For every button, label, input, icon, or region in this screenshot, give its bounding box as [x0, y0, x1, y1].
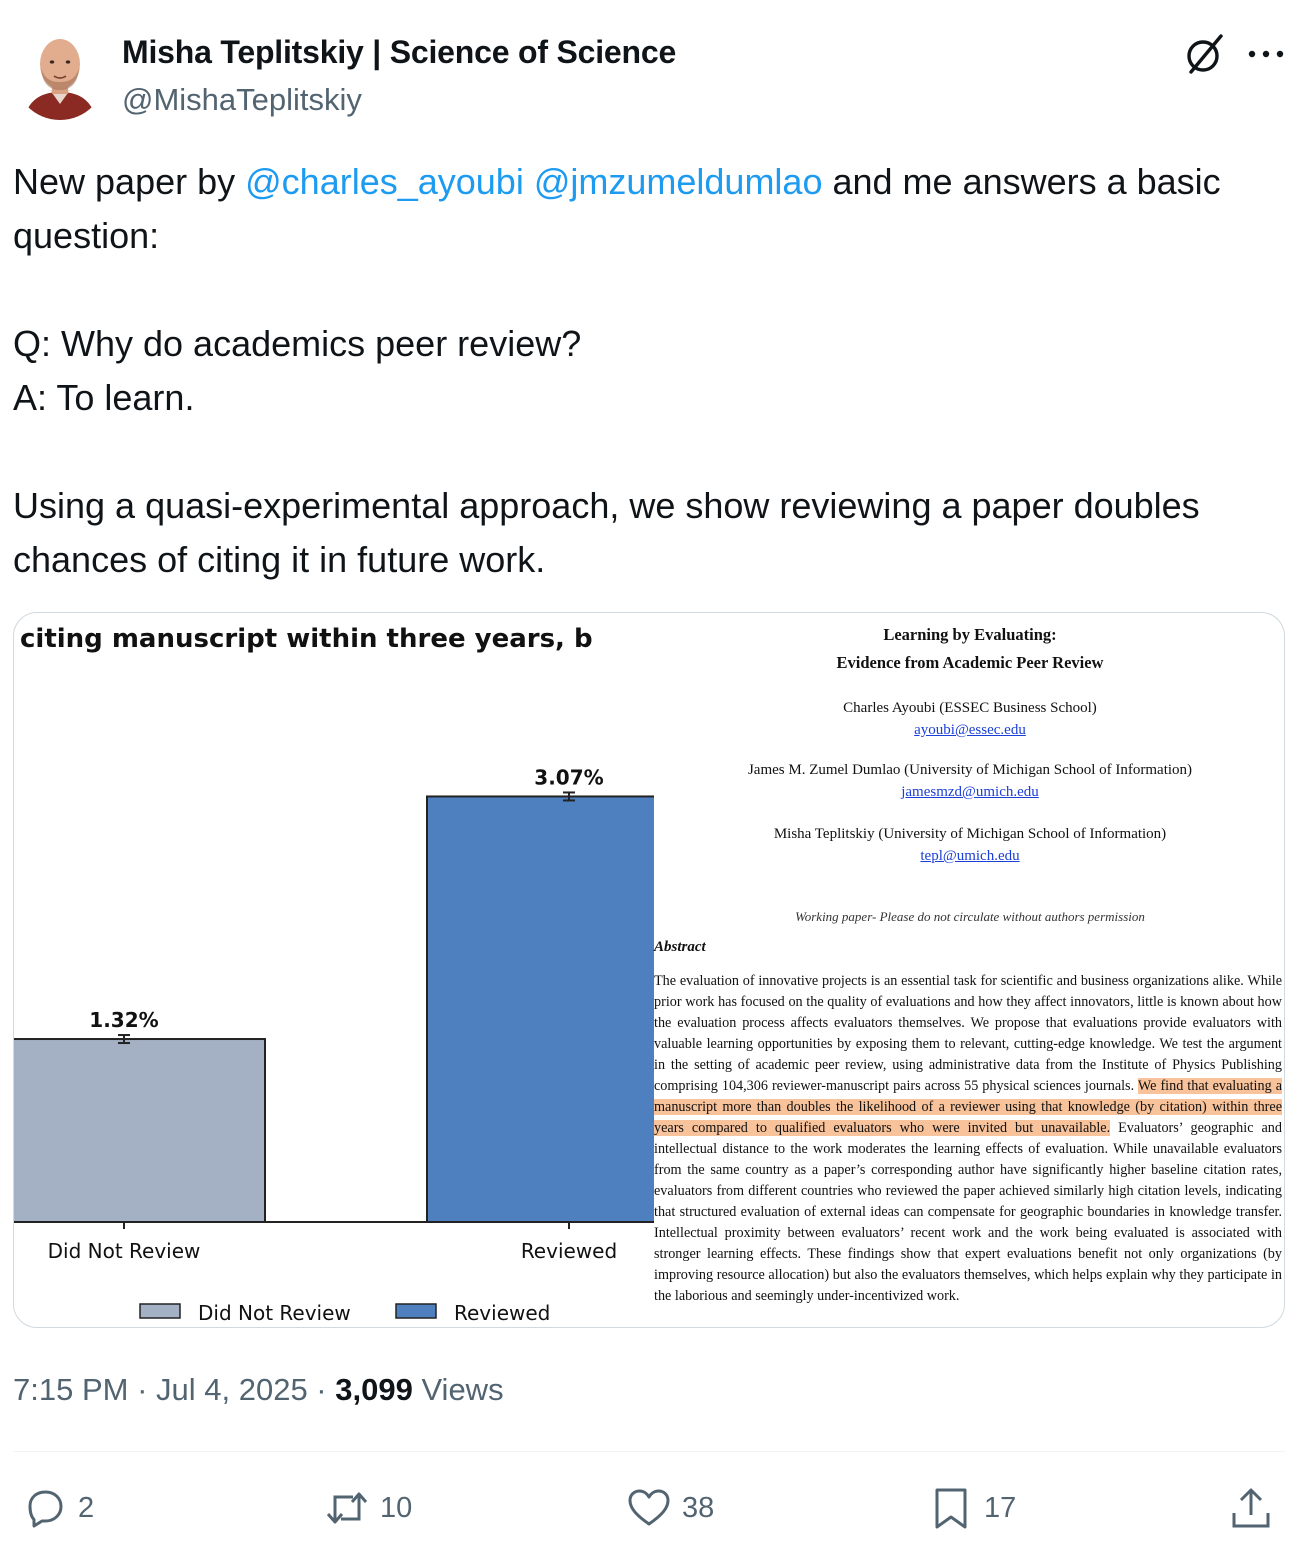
abstract-text [654, 971, 1282, 1307]
mention-link[interactable]: @jmzumeldumlao [533, 161, 823, 202]
tweet-line: Q: Why do academics peer review? [13, 323, 582, 364]
data-label: 1.32% [89, 1008, 159, 1033]
meta-separator: · [128, 1372, 157, 1407]
media-image[interactable] [13, 612, 1285, 1328]
like-icon [626, 1485, 672, 1531]
chart-title: citing manuscript within three years, b [20, 624, 593, 654]
mention-link[interactable]: @charles_ayoubi [245, 161, 524, 202]
paper-author-email: ayoubi@essec.edu [914, 722, 1026, 738]
abstract-highlight: We find that evaluating a manuscript more than doubles the likelihood of a reviewer using that knowledge (by citation) within three years compared to qualified evaluators who were invited but unavailable. [654, 1078, 1282, 1136]
repost-button[interactable] [324, 1485, 412, 1531]
meta-separator: · [307, 1372, 336, 1407]
x-tick-label: Reviewed [520, 1239, 618, 1263]
tweet-line [13, 155, 1298, 209]
avatar[interactable] [14, 28, 106, 120]
paper-title-line: Evidence from Academic Peer Review [836, 653, 1104, 672]
tweet-meta [13, 1372, 504, 1408]
bookmark-count: 17 [984, 1491, 1017, 1524]
like-button[interactable] [626, 1485, 714, 1531]
more-icon[interactable] [1246, 45, 1286, 63]
bar [14, 1039, 265, 1222]
reply-count: 2 [78, 1491, 95, 1524]
tweet-line: question: [13, 215, 160, 256]
abstract-segment: Evaluators’ geographic and intellectual distance to the work moderates the learning effects of evaluation. While unavailable evaluators from the same country as a paper’s corresponding author have significantly higher baseline citation rates, evaluators from different countries who reviewed the paper achieved similarly high citation levels, indicating that structured evaluation of external ideas can compensate for geographic boundaries in knowledge transfer. Intellectual proximity between evaluators’ recent work and the work being evaluated is associated with stronger learning effects. These findings show that expert evaluations benefit not only organizations (by improving resource allocation) but also the evaluators themselves, which helps explain why they participate in the laborious and seemingly under-incentivized work. [654, 1120, 1282, 1304]
share-icon [1228, 1485, 1274, 1531]
paper-author [654, 697, 1285, 741]
legend-label: Did Not Review [198, 1301, 351, 1325]
x-tick-label: Did Not Review [47, 1239, 201, 1263]
paper-author [654, 759, 1285, 803]
bar-chart [14, 613, 654, 1328]
legend-swatch [140, 1304, 180, 1318]
data-label: 3.07% [534, 765, 604, 790]
tweet-line: chances of citing it in future work. [13, 539, 546, 580]
text-segment: New paper by [13, 161, 246, 202]
tweet-line: Using a quasi-experimental approach, we show reviewing a paper doubles [13, 485, 1200, 526]
grok-icon[interactable] [1183, 32, 1227, 76]
bar [427, 796, 654, 1222]
paper-title [654, 621, 1285, 677]
divider [13, 1451, 1285, 1452]
tweet-time[interactable]: 7:15 PM [13, 1372, 129, 1407]
tweet-text [13, 155, 1298, 587]
bookmark-button[interactable] [928, 1485, 1016, 1531]
paper-author-email: jamesmzd@umich.edu [901, 784, 1039, 800]
repost-icon [324, 1485, 370, 1531]
abstract-heading: Abstract [654, 939, 706, 955]
legend-swatch [396, 1304, 436, 1318]
tweet-line: A: To learn. [13, 377, 195, 418]
like-count: 38 [682, 1491, 715, 1524]
paper-author-email: tepl@umich.edu [920, 848, 1020, 864]
paper-author-name: Misha Teplitskiy (University of Michigan School of Information) [773, 826, 1167, 842]
paper-author [654, 823, 1285, 867]
paper-preview [654, 613, 1285, 1328]
working-paper-note: Working paper- Please do not circulate without authors permission [795, 909, 1145, 924]
views-count: 3,099 [335, 1372, 413, 1407]
reply-button[interactable] [22, 1485, 94, 1531]
bookmark-icon [928, 1485, 974, 1531]
paper-author-name: James M. Zumel Dumlao (University of Michigan School of Information) [747, 762, 1193, 778]
repost-count: 10 [380, 1491, 413, 1524]
views-label: Views [412, 1372, 504, 1407]
legend-label: Reviewed [454, 1301, 551, 1325]
author-name[interactable]: Misha Teplitskiy | Science of Science [122, 34, 677, 70]
text-segment: and me answers a basic [822, 161, 1221, 202]
paper-author-name: Charles Ayoubi (ESSEC Business School) [843, 700, 1097, 716]
paper-title-line: Learning by Evaluating: [883, 625, 1057, 644]
abstract-segment: The evaluation of innovative projects is an essential task for scientific and business organizations alike. While prior work has focused on the quality of evaluations and how they affect innovators, little is known about how the evaluation process affects evaluators themselves. We propose that evaluations provide evaluators with valuable learning opportunities by exposing them to relevant, cutting-edge knowledge. We test the argument in the setting of academic peer review, using administrative data from the Institute of Physics Publishing comprising 104,306 reviewer-manuscript pairs across 55 physical sciences journals. [654, 973, 1282, 1094]
author-handle[interactable]: @MishaTeplitskiy [122, 82, 362, 117]
tweet-date[interactable]: Jul 4, 2025 [156, 1372, 308, 1407]
reply-icon [22, 1485, 68, 1531]
share-button[interactable] [1228, 1485, 1284, 1531]
